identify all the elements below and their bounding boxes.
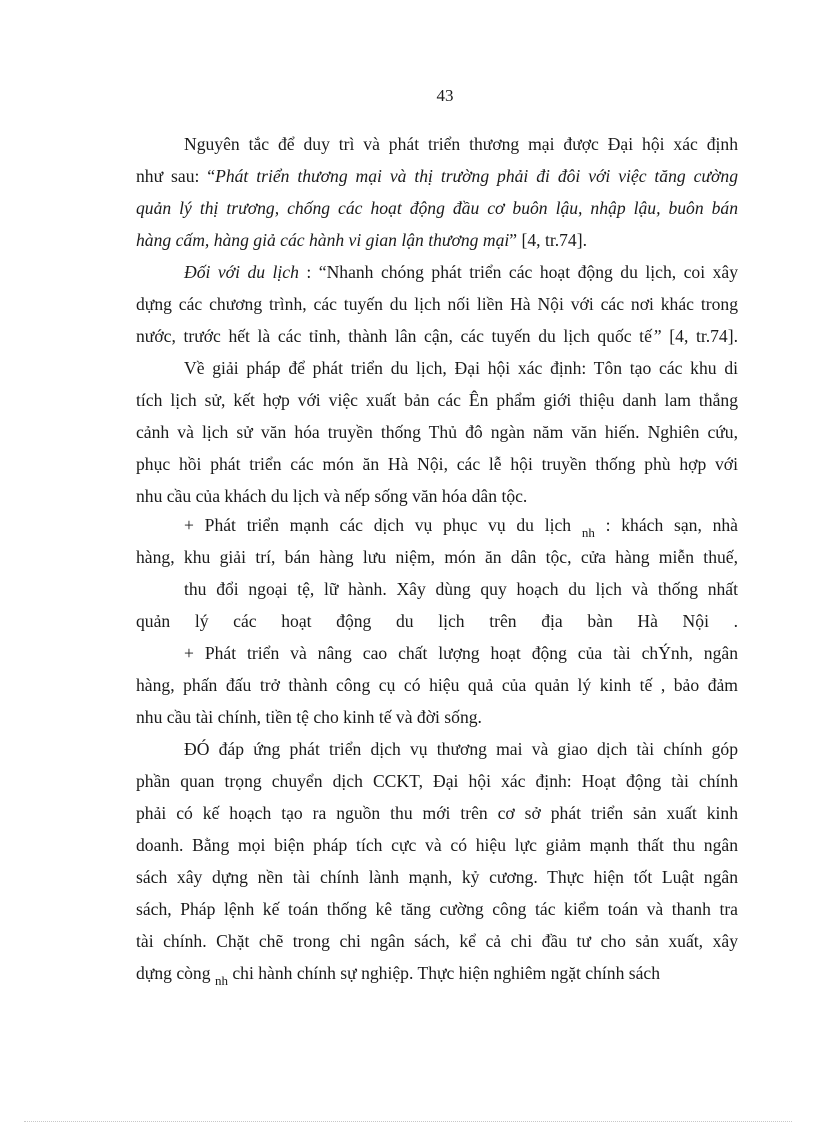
text-line bbox=[136, 835, 738, 855]
text-line bbox=[136, 198, 738, 218]
text-line bbox=[136, 230, 738, 250]
text-run: : “Nhanh chóng phát triển các hoạt động du lịch, coi xây bbox=[298, 262, 738, 282]
text-run: ” [4, tr.74]. bbox=[509, 230, 587, 250]
text-line bbox=[136, 931, 738, 951]
text-run: ĐÓ đáp ứng phát triển dịch vụ thương mai và giao dịch tài chính góp bbox=[184, 739, 738, 759]
text-line bbox=[184, 358, 738, 378]
text-run: [4, tr.74]. bbox=[661, 326, 738, 346]
text-line bbox=[184, 643, 738, 663]
text-line bbox=[136, 899, 738, 919]
text-line bbox=[136, 390, 738, 410]
text-run: : khách sạn, nhà bbox=[594, 515, 738, 535]
text-line bbox=[136, 547, 738, 567]
text-run: nước, trước hết là các tỉnh, thành lân cận, các tuyến du lịch quốc tế bbox=[136, 326, 652, 346]
text-line bbox=[136, 326, 738, 346]
subscript-text: nh bbox=[214, 973, 228, 988]
page-bottom-rule bbox=[24, 1121, 792, 1122]
text-line bbox=[136, 963, 738, 988]
text-run: dựng còng bbox=[136, 963, 215, 983]
text-run: Nguyên tắc để duy trì và phát triển thương mại được Đại hội xác định bbox=[184, 134, 738, 154]
text-line bbox=[136, 867, 738, 887]
text-run: + Phát triển và nâng cao chất lượng hoạt động của tài chÝnh, ngân bbox=[184, 643, 738, 663]
text-line bbox=[184, 262, 738, 282]
italic-text: hàng cấm, hàng giả các hành vi gian lận thương mại bbox=[136, 230, 510, 250]
text-line bbox=[136, 166, 738, 186]
text-run: sách, Pháp lệnh kế toán thống kê tăng cường công tác kiểm toán và thanh tra bbox=[136, 899, 738, 919]
text-run: tích lịch sử, kết hợp với việc xuất bản các Ên phẩm giới thiệu danh lam thắng bbox=[136, 390, 738, 410]
text-line bbox=[136, 294, 738, 314]
text-line bbox=[136, 707, 738, 727]
text-line bbox=[184, 134, 738, 154]
italic-text: Đối với du lịch bbox=[184, 262, 299, 282]
text-run: chi hành chính sự nghiệp. Thực hiện nghiêm ngặt chính sách bbox=[227, 963, 661, 983]
text-run: doanh. Bằng mọi biện pháp tích cực và có hiệu lực giảm mạnh thất thu ngân bbox=[136, 835, 738, 855]
italic-text: Phát triển thương mại và thị trường phải đi đôi với việc tăng cường bbox=[215, 166, 738, 186]
text-run: phải có kế hoạch tạo ra nguồn thu mới trên cơ sở phát triển sản xuất kinh bbox=[136, 803, 738, 823]
text-run: thu đổi ngoại tệ, lữ hành. Xây dùng quy hoạch du lịch và thống nhất bbox=[184, 579, 738, 599]
text-run: nhu cầu tài chính, tiền tệ cho kinh tế và đời sống. bbox=[136, 707, 482, 727]
text-run: hàng, khu giải trí, bán hàng lưu niệm, món ăn dân tộc, cửa hàng miễn thuế, bbox=[136, 547, 738, 567]
text-line bbox=[136, 422, 738, 442]
subscript-text: nh bbox=[581, 525, 595, 540]
text-line bbox=[136, 486, 738, 506]
text-run: phần quan trọng chuyển dịch CCKT, Đại hội xác định: Hoạt động tài chính bbox=[136, 771, 738, 791]
text-run: Về giải pháp để phát triển du lịch, Đại hội xác định: Tôn tạo các khu di bbox=[184, 358, 738, 378]
italic-text: ” bbox=[651, 326, 662, 346]
text-run: dựng các chương trình, các tuyến du lịch nối liền Hà Nội với các nơi khác trong bbox=[136, 294, 738, 314]
text-run: quản lý các hoạt động du lịch trên địa bàn Hà Nội . bbox=[136, 611, 738, 631]
page-number: 43 bbox=[436, 86, 454, 105]
text-run: sách xây dựng nền tài chính lành mạnh, kỷ cương. Thực hiện tốt Luật ngân bbox=[136, 867, 738, 887]
text-run: nhu cầu của khách du lịch và nếp sống văn hóa dân tộc. bbox=[136, 486, 528, 506]
italic-text: quản lý thị trương, chống các hoạt động đầu cơ buôn lậu, nhập lậu, buôn bán bbox=[136, 198, 738, 218]
text-line bbox=[136, 803, 738, 823]
text-line bbox=[136, 675, 738, 695]
text-line bbox=[184, 579, 738, 599]
text-line bbox=[136, 454, 738, 474]
text-run: + Phát triển mạnh các dịch vụ phục vụ du lịch bbox=[184, 515, 582, 535]
text-run: cảnh và lịch sử văn hóa truyền thống Thủ đô ngàn năm văn hiến. Nghiên cứu, bbox=[136, 422, 738, 442]
text-run: phục hồi phát triển các món ăn Hà Nội, các lễ hội truyền thống phù hợp với bbox=[136, 454, 738, 474]
text-run: như sau: “ bbox=[136, 166, 216, 186]
text-run: tài chính. Chặt chẽ trong chi ngân sách, kể cả chi đầu tư cho sản xuất, xây bbox=[136, 931, 738, 951]
text-line bbox=[184, 515, 738, 540]
text-line bbox=[184, 739, 738, 759]
text-run: hàng, phấn đấu trở thành công cụ có hiệu quả của quản lý kinh tế , bảo đảm bbox=[136, 675, 738, 695]
text-line bbox=[136, 611, 738, 631]
text-line bbox=[136, 771, 738, 791]
